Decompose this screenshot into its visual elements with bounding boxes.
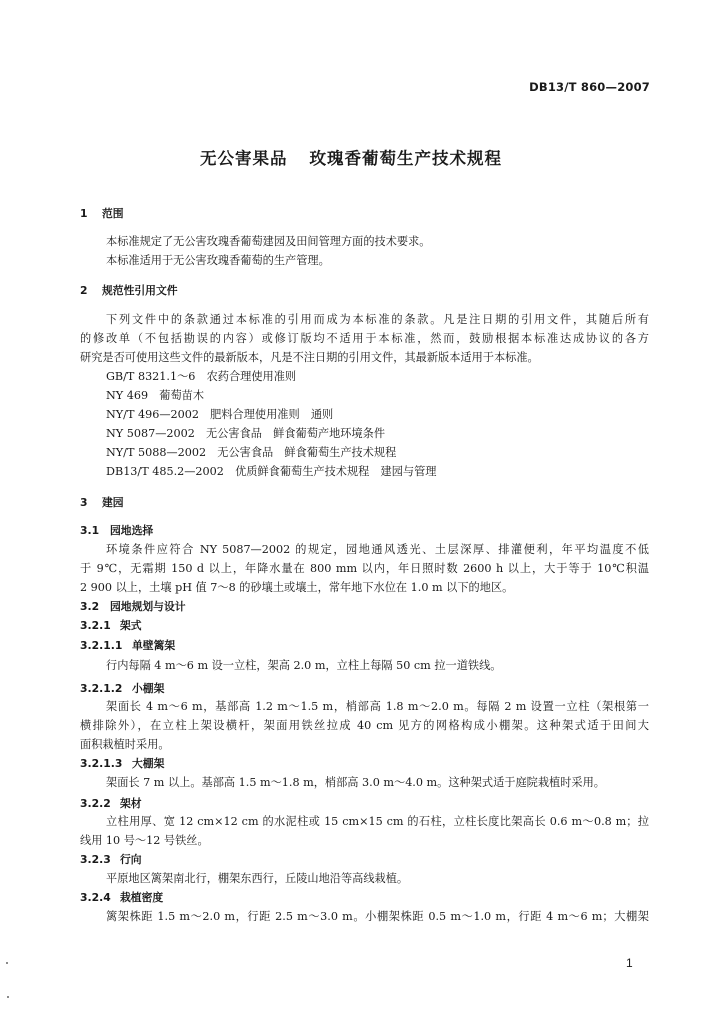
section-3-2-1-2-line-3: 面积栽植时采用。 <box>80 738 170 751</box>
section-3-2-1-2-heading: 3.2.1.2 小棚架 <box>80 682 165 695</box>
section-3-2-3-line-1: 平原地区篱架南北行，棚架东西行，丘陵山地沿等高线栽植。 <box>106 872 409 885</box>
section-3-2-2-line-2: 线用 10 号～12 号铁丝。 <box>80 834 209 847</box>
scan-speck <box>7 996 9 998</box>
section-1-heading: 1 范围 <box>80 207 124 220</box>
section-3-2-2-heading: 3.2.2 架材 <box>80 797 142 810</box>
reference-item: NY 5087—2002 无公害食品 鲜食葡萄产地环境条件 <box>106 427 386 440</box>
reference-item: NY/T 496—2002 肥料合理使用准则 通则 <box>106 408 334 421</box>
section-2-heading: 2 规范性引用文件 <box>80 284 178 297</box>
section-3-1-heading: 3.1 园地选择 <box>80 524 154 537</box>
page-title <box>0 145 702 169</box>
page-number: 1 <box>626 956 633 970</box>
section-2-para-line-2: 的修改单（不包括勘误的内容）或修订版均不适用于本标准，然而，鼓励根据本标准达成协议的各方 <box>80 332 649 345</box>
section-1-para-2: 本标准适用于无公害玫瑰香葡萄的生产管理。 <box>106 254 330 267</box>
section-3-2-1-1-heading: 3.2.1.1 单壁篱架 <box>80 639 176 652</box>
section-2-para-line-1: 下列文件中的条款通过本标准的引用而成为本标准的条款。凡是注日期的引用文件，其随后所有 <box>106 313 649 326</box>
section-1-para-1: 本标准规定了无公害玫瑰香葡萄建园及田间管理方面的技术要求。 <box>106 235 431 248</box>
title-part-2: 玫瑰香葡萄生产技术规程 <box>309 149 502 168</box>
section-3-2-3-heading: 3.2.3 行向 <box>80 853 142 866</box>
title-part-1: 无公害果品 <box>200 149 288 168</box>
section-3-2-1-heading: 3.2.1 架式 <box>80 619 142 632</box>
reference-item: DB13/T 485.2—2002 优质鲜食葡萄生产技术规程 建园与管理 <box>106 465 437 478</box>
section-3-1-line-3: 2 900 以上，土壤 pH 值 7～8 的砂壤土或壤土，常年地下水位在 1.0 m 以下的地区。 <box>80 581 514 594</box>
reference-item: NY 469 葡萄苗木 <box>106 389 205 402</box>
section-2-para-line-3: 研究是否可使用这些文件的最新版本，凡是不注日期的引用文件，其最新版本适用于本标准。 <box>80 351 539 364</box>
section-3-1-line-2: 于 9℃，无霜期 150 d 以上，年降水量在 800 mm 以内，年日照时数 2600 h 以上，大于等于 10℃积温 <box>80 562 649 575</box>
section-3-2-1-2-line-2: 横排除外），在立柱上架设横杆，架面用铁丝拉成 40 cm 见方的网格构成小棚架。这种架式适于田间大 <box>80 719 649 732</box>
scan-speck <box>6 962 8 964</box>
section-3-2-2-line-1: 立柱用厚、宽 12 cm×12 cm 的水泥柱或 15 cm×15 cm 的石柱，立柱长度比架高长 0.6 m～0.8 m；拉 <box>106 815 649 828</box>
reference-item: NY/T 5088—2002 无公害食品 鲜食葡萄生产技术规程 <box>106 446 397 459</box>
document-code: DB13/T 860—2007 <box>529 80 650 94</box>
section-3-1-line-1: 环境条件应符合 NY 5087—2002 的规定，园地通风透光、土层深厚、排灌便利，年平均温度不低 <box>106 543 649 556</box>
section-3-2-4-line-1: 篱架株距 1.5 m～2.0 m，行距 2.5 m～3.0 m。小棚架株距 0.5 m～1.0 m，行距 4 m～6 m；大棚架 <box>106 910 649 923</box>
section-3-2-1-1-line-1: 行内每隔 4 m～6 m 设一立柱，架高 2.0 m，立柱上每隔 50 cm 拉一道铁线。 <box>106 659 502 672</box>
section-3-2-heading: 3.2 园地规划与设计 <box>80 600 186 613</box>
reference-item: GB/T 8321.1～6 农药合理使用准则 <box>106 370 297 383</box>
section-3-2-1-2-line-1: 架面长 4 m～6 m，基部高 1.2 m～1.5 m，梢部高 1.8 m～2.0 m。每隔 2 m 设置一立柱（架根第一 <box>106 700 649 713</box>
section-3-2-1-3-line-1: 架面长 7 m 以上。基部高 1.5 m～1.8 m，梢部高 3.0 m～4.0 m。这种架式适于庭院栽植时采用。 <box>106 776 605 789</box>
section-3-2-1-3-heading: 3.2.1.3 大棚架 <box>80 757 165 770</box>
section-3-heading: 3 建园 <box>80 496 124 509</box>
section-3-2-4-heading: 3.2.4 栽植密度 <box>80 891 164 904</box>
